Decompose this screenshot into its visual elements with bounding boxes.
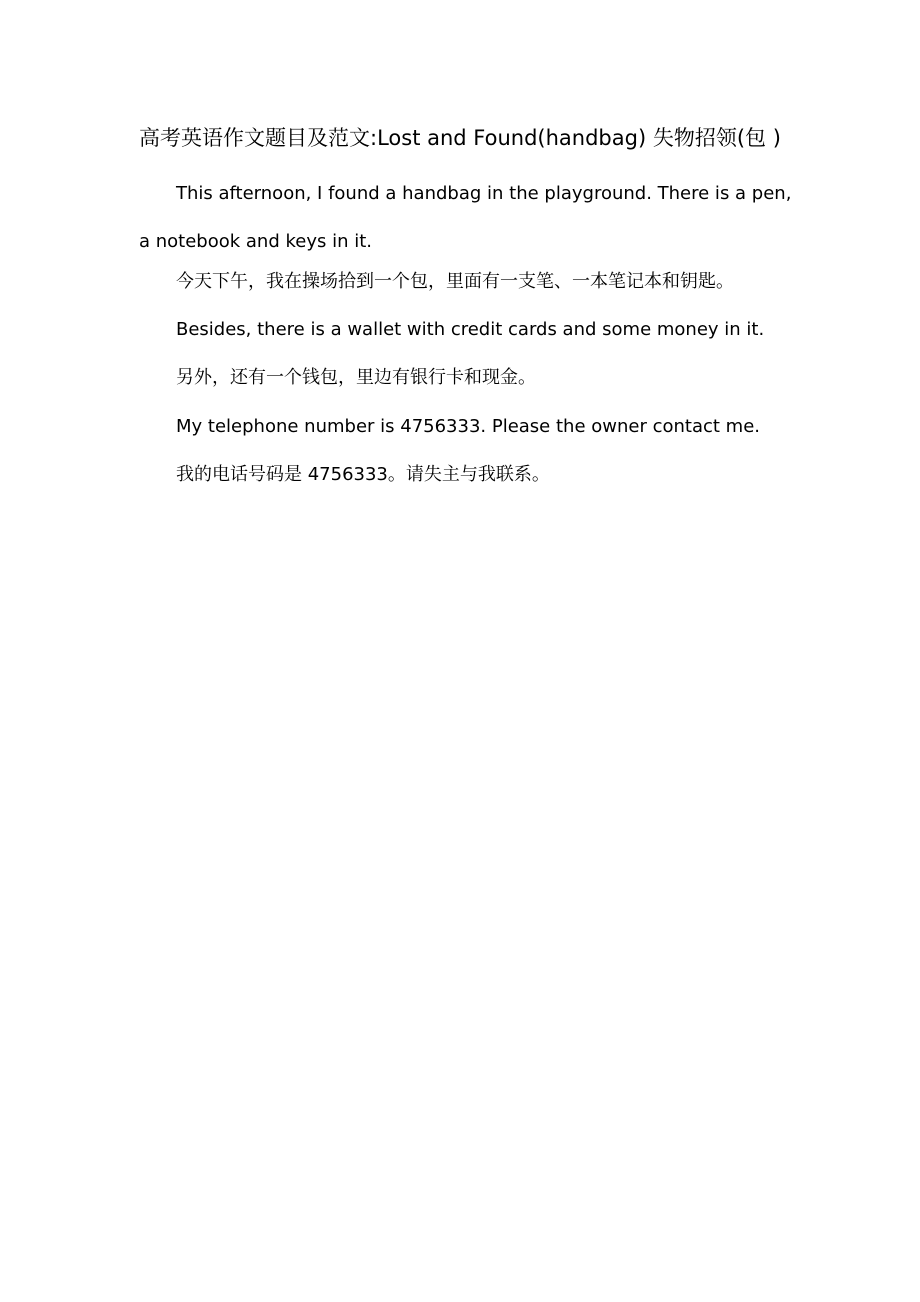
- paragraph-chinese-2: 另外，还有一个钱包，里边有银行卡和现金。: [176, 367, 536, 388]
- paragraph-chinese-1: 今天下午，我在操场拾到一个包，里面有一支笔、一本笔记本和钥匙。: [176, 271, 734, 292]
- paragraph-english-1: This afternoon, I found a handbag in the playground. There is a pen, a notebook and keys in it.: [139, 183, 792, 252]
- paragraph-chinese-3: 我的电话号码是 4756333。请失主与我联系。: [176, 464, 550, 485]
- paragraph-english-3: My telephone number is 4756333. Please the owner contact me.: [176, 416, 760, 437]
- paragraph-english-2: Besides, there is a wallet with credit cards and some money in it.: [176, 319, 765, 340]
- document-title: 高考英语作文题目及范文:Lost and Found(handbag) 失物招领(包 ): [139, 126, 781, 150]
